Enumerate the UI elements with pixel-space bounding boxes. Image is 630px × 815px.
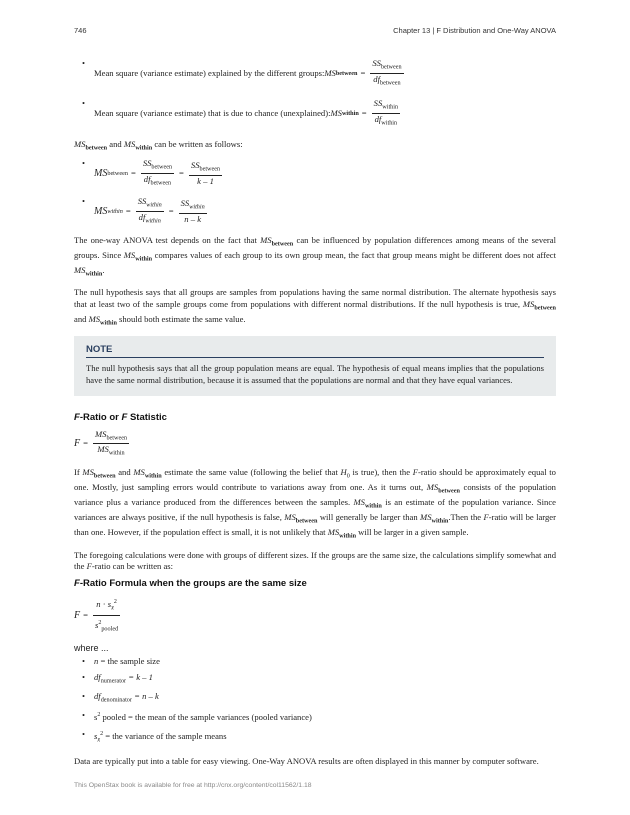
math-ms: MS	[353, 497, 365, 508]
math-sub: between	[380, 63, 402, 71]
text: should both estimate the same value.	[116, 313, 246, 324]
text: = n – k	[131, 690, 159, 701]
math-sub: between	[106, 434, 128, 442]
text: -ratio will be larger than one. However, if the population effect is small, it is not unlikely that	[74, 512, 556, 538]
math-equals: =	[179, 167, 184, 178]
math-equals: =	[361, 107, 367, 118]
math-ms: MS	[420, 512, 432, 523]
math-ms: MS	[82, 466, 94, 477]
text: = the variance of the sample means	[103, 731, 227, 742]
math-ms: MS	[74, 138, 86, 149]
where-item-df-denominator	[74, 691, 556, 706]
text: can be influenced by population differences among means of the several groups. Since	[74, 234, 556, 260]
math-s: s	[107, 598, 112, 609]
math-ms: MS	[522, 298, 535, 309]
math-sub: between	[534, 304, 556, 312]
note-text: The null hypothesis says that all the group population means are equal. The hypothesis of equal means implies that the populations have the same normal distribution, because it is assumed that the populations are normal and that they have equal variances.	[86, 363, 544, 385]
bullet-formula-within	[74, 196, 556, 226]
math-f: F	[74, 438, 81, 450]
math-sub: within	[431, 518, 449, 526]
math-sup: 2	[100, 731, 104, 738]
text: and	[74, 313, 89, 324]
math-sub: within	[146, 202, 162, 210]
page-content	[74, 58, 556, 775]
math-df: df	[374, 114, 382, 125]
where-item-df-numerator	[74, 672, 556, 687]
fraction	[93, 595, 120, 637]
math-s: s	[94, 620, 99, 631]
text: F	[74, 578, 80, 590]
math-ms: MS	[74, 265, 86, 276]
text: -ratio should be approximately equal to one. Mostly, just sampling errors would contribute to variations away from one. As it turns out,	[74, 466, 556, 493]
math-ms: MS	[97, 444, 109, 455]
text: estimate the same value (following the belief that	[161, 466, 341, 477]
math-sup: 2	[113, 598, 117, 605]
text: is an estimate of the population variance. Since variances are always positive, if the null hypothesis is false,	[74, 497, 556, 523]
text: The null hypothesis says that all groups are samples from populations having the same normal distribution. The alternate hypothesis says that at least two of the sample groups come from populations with different normal distributions. If the null hypothesis is true,	[74, 287, 556, 309]
math-f: F	[412, 466, 418, 477]
math-equals: =	[83, 610, 88, 621]
fraction	[370, 58, 403, 88]
where-item-n	[74, 656, 556, 667]
math-f: F	[74, 610, 81, 622]
text: and	[115, 466, 134, 477]
text: -Ratio or	[79, 412, 122, 424]
bullet-ms-within	[74, 98, 556, 128]
math-ss: SS	[142, 158, 152, 168]
math-sub: between	[438, 487, 460, 495]
math-sub: within	[339, 533, 357, 541]
math-ms: • MS	[94, 205, 108, 217]
math-sub: pooled	[101, 625, 119, 633]
math-sub: denominator	[100, 696, 132, 704]
written-as-line	[74, 139, 556, 154]
math-df: df	[143, 173, 151, 184]
text: Statistic	[127, 412, 167, 424]
math-ss: SS	[137, 196, 147, 207]
math-sub: between	[295, 518, 318, 526]
math-sub: within	[100, 319, 117, 327]
page-footer: This OpenStax book is available for free at http://cnx.org/content/col11562/1.18	[74, 782, 312, 789]
where-item-s2-pooled	[74, 710, 556, 723]
math-sub: within	[85, 270, 103, 278]
fraction	[141, 158, 174, 188]
text: compares values of each group to its own group mean, the fact that group means might be different does not affect	[152, 250, 556, 260]
math-sub: between	[379, 79, 401, 87]
chapter-title: Chapter 13 | F Distribution and One-Way ANOVA	[393, 26, 556, 35]
paragraph-foregoing	[74, 550, 556, 573]
math-sub: x̄	[97, 736, 101, 744]
note-box	[74, 336, 556, 396]
math-sub: between	[199, 165, 221, 173]
math-var: df	[94, 690, 101, 701]
math-sub: within	[144, 472, 162, 480]
bullet-text: • Mean square (variance estimate) that is due to chance (unexplained):	[94, 107, 331, 118]
math-ss: SS	[373, 98, 383, 109]
math-ms: • MS	[94, 167, 108, 179]
math-equals: =	[125, 205, 131, 216]
math-sub: within	[135, 255, 153, 263]
text: consists of the population variance plus a variance produced from the differences between the samples.	[74, 482, 556, 508]
math-sub: numerator	[100, 677, 127, 685]
math-equals: =	[360, 67, 366, 78]
where-item-s2-xbar	[74, 729, 556, 746]
math-ms: MS	[123, 250, 136, 260]
math-var: s	[94, 731, 98, 742]
math-n: n	[96, 598, 101, 609]
math-ms: MS	[327, 527, 340, 538]
paragraph-anova-depends	[74, 235, 556, 280]
heading-f-ratio	[74, 412, 556, 423]
math-ms: MS	[426, 482, 439, 493]
text: and	[107, 138, 124, 149]
math-ss: SS	[190, 159, 200, 170]
math-sub: 0	[346, 472, 350, 480]
math-df: df	[373, 73, 380, 84]
page-number: 746	[74, 26, 87, 35]
fraction	[372, 98, 400, 128]
math-sub: between	[271, 240, 294, 248]
math-ms: MS	[88, 313, 101, 324]
math-sub: within	[382, 104, 399, 112]
math-sup: 2	[97, 712, 101, 719]
fraction	[189, 160, 222, 187]
bullet-text: • Mean square (variance estimate) explained by the different groups:	[94, 67, 325, 78]
bullet-ms-between	[74, 58, 556, 88]
heading-f-ratio-formula	[74, 578, 556, 589]
math-equals: =	[83, 438, 88, 449]
math-ms: MS	[94, 428, 107, 439]
note-title: NOTE	[86, 344, 544, 358]
paragraph-data-table: Data are typically put into a table for easy viewing. One-Way ANOVA results are often displayed in this manner by computer software.	[74, 756, 539, 767]
text: -Ratio Formula when the groups are the same size	[79, 578, 307, 590]
text: will be larger in a given sample.	[356, 527, 469, 538]
text: will generally be larger than	[317, 512, 421, 523]
text: -ratio can be written as:	[91, 561, 174, 571]
math-sub: within	[364, 502, 382, 510]
math-ms: MS	[123, 138, 136, 149]
text: can be written as follows:	[152, 138, 243, 149]
math-ss: SS	[180, 198, 190, 209]
text: .	[102, 265, 105, 276]
math-var: s	[94, 711, 98, 722]
math-sub: between	[335, 69, 358, 77]
math-sub: within	[189, 204, 205, 212]
math-equals: =	[130, 167, 136, 178]
text: = k – 1	[126, 671, 153, 682]
text: F	[121, 412, 128, 424]
math-ms: MS	[324, 67, 336, 78]
text: pooled = the mean of the sample variances (pooled variance)	[100, 711, 312, 722]
math-sup: 2	[98, 620, 102, 627]
math-var: df	[94, 671, 101, 682]
paragraph-if-ms-between	[74, 467, 556, 543]
text: The foregoing calculations were done with groups of different sizes. If the groups are the same size, the calculations simplify somewhat and the	[74, 549, 556, 571]
fraction	[179, 198, 207, 225]
text: If	[74, 466, 83, 477]
math-h: H	[340, 466, 347, 477]
fraction	[93, 429, 129, 459]
math-ms: MS	[260, 234, 272, 245]
math-f: F	[483, 512, 489, 523]
math-sub: within	[381, 119, 398, 127]
text: F	[74, 412, 80, 424]
paragraph-null-hypothesis	[74, 287, 556, 329]
text: .Then the	[448, 512, 484, 523]
math-sub: between	[150, 179, 172, 187]
math-f: F	[86, 561, 92, 571]
math-sub: between	[151, 163, 173, 171]
math-ss: SS	[372, 58, 381, 68]
math-sub: within	[108, 449, 125, 457]
math-ms: MS	[284, 512, 296, 523]
text: is true), then the	[349, 466, 413, 477]
math-var: n	[94, 656, 99, 667]
math-sub: x̄	[111, 604, 114, 612]
math-sub: within	[135, 144, 153, 152]
formula-f-ratio	[74, 429, 556, 459]
formula-f-equal-sizes	[74, 595, 556, 637]
text: = the sample size	[98, 656, 160, 667]
math-sub: between	[93, 472, 116, 480]
text: The one-way ANOVA test depends on the fact that	[74, 234, 261, 245]
math-sub: within	[341, 109, 359, 117]
where-label: where ...	[74, 642, 109, 653]
fraction	[136, 196, 164, 226]
math-k-minus-1: k – 1	[197, 175, 214, 186]
math-dot: ·	[102, 598, 106, 609]
math-ms: MS	[330, 107, 342, 118]
math-sub: between	[85, 144, 108, 152]
math-df: df	[138, 212, 146, 223]
math-sub: between	[107, 169, 128, 177]
math-ms: MS	[133, 466, 145, 477]
math-sub: within	[107, 207, 123, 215]
bullet-formula-between	[74, 158, 556, 188]
math-n-minus-k: n – k	[184, 214, 202, 225]
math-sub: within	[145, 217, 161, 225]
math-equals: =	[168, 205, 174, 216]
